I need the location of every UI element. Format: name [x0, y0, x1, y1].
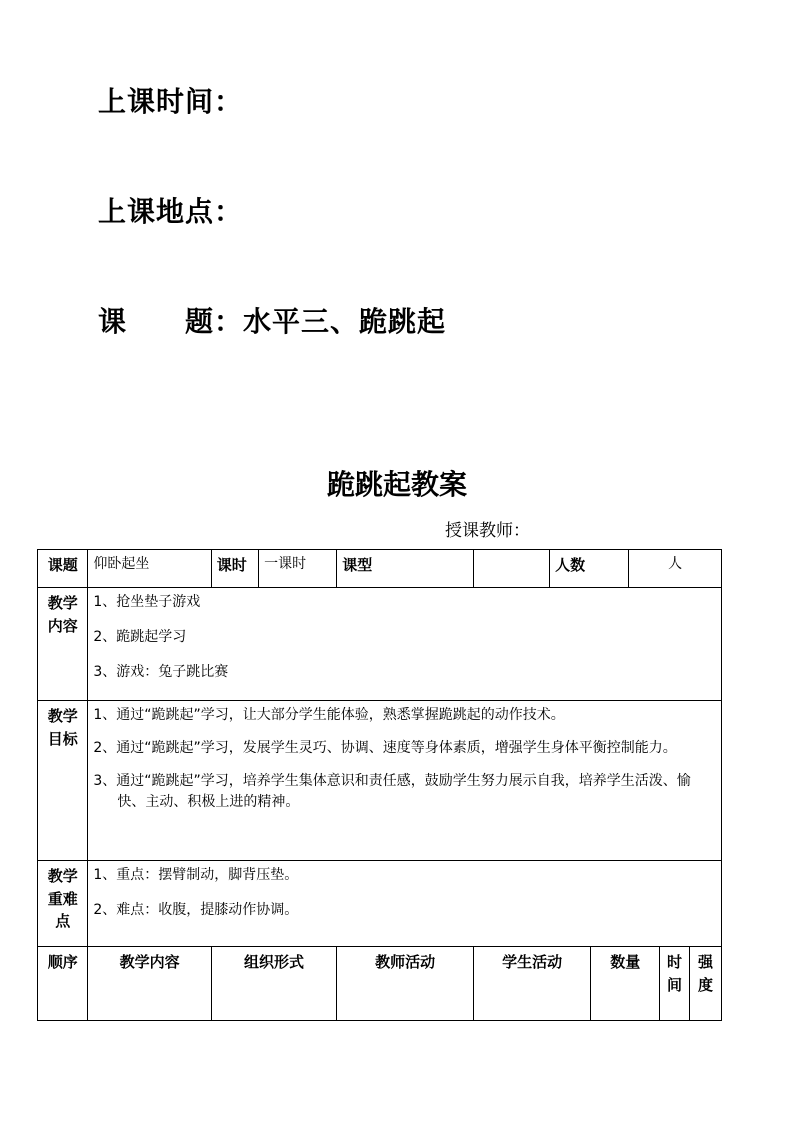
order-column-header: 顺序 — [38, 947, 88, 1021]
keypoint-item: 1、重点：摆臂制动，脚背压垫。 — [93, 867, 299, 883]
class-place-label: 上课地点： — [98, 195, 244, 228]
keypoints-cell — [88, 861, 722, 947]
goal-item: 2、通过“跪跳起”学习，发展学生灵巧、协调、速度等身体素质，增强学生身体平衡控制能力。 — [93, 740, 677, 756]
type-value — [474, 550, 550, 588]
content-column-header: 教学内容 — [88, 947, 211, 1021]
content-item: 3、游戏：兔子跳比赛 — [93, 664, 229, 680]
student-count-header: 人数 — [550, 550, 629, 588]
period-value: 一课时 — [259, 550, 337, 588]
class-topic-line — [98, 300, 446, 340]
quantity-column-header: 数量 — [591, 947, 660, 1021]
student-count-value: 人 — [629, 550, 722, 588]
table-row — [38, 947, 722, 1021]
type-header: 课型 — [337, 550, 474, 588]
table-row — [38, 701, 722, 861]
time-column-header: 时间 — [660, 947, 690, 1021]
lesson-plan-title: 跪跳起教案 — [326, 468, 467, 501]
keypoint-item: 2、难点：收腹，提膝动作协调。 — [93, 902, 299, 918]
table-row — [38, 588, 722, 701]
class-time-label: 上课时间： — [98, 85, 244, 118]
class-topic-value: 水平三、跪跳起 — [243, 305, 447, 338]
student-activity-column-header: 学生活动 — [474, 947, 591, 1021]
teacher-activity-column-header: 教师活动 — [337, 947, 474, 1021]
organization-column-header: 组织形式 — [211, 947, 336, 1021]
goal-item: 3、通过“跪跳起”学习，培养学生集体意识和责任感，鼓励学生努力展示自我，培养学生活泼、愉快、主动、积极上进的精神。 — [93, 773, 691, 810]
goals-header: 教学目标 — [38, 701, 88, 861]
table-row — [38, 861, 722, 947]
topic-header: 课题 — [38, 550, 88, 588]
class-place-line — [98, 190, 243, 230]
lesson-plan-table — [37, 549, 722, 1021]
keypoints-header: 教学重难点 — [38, 861, 88, 947]
teacher-label: 授课教师： — [445, 521, 530, 541]
content-cell — [88, 588, 722, 701]
table-row — [38, 550, 722, 588]
class-topic-label: 课 题： — [98, 305, 244, 338]
goal-item: 1、通过“跪跳起”学习，让大部分学生能体验，熟悉掌握跪跳起的动作技术。 — [93, 707, 565, 723]
topic-value: 仰卧起坐 — [88, 550, 211, 588]
intensity-column-header: 强度 — [689, 947, 721, 1021]
period-header: 课时 — [211, 550, 258, 588]
content-item: 1、抢坐垫子游戏 — [93, 594, 201, 610]
content-header: 教学内容 — [38, 588, 88, 701]
content-item: 2、跪跳起学习 — [93, 629, 187, 645]
class-time-line — [98, 80, 243, 120]
goals-cell — [88, 701, 722, 861]
